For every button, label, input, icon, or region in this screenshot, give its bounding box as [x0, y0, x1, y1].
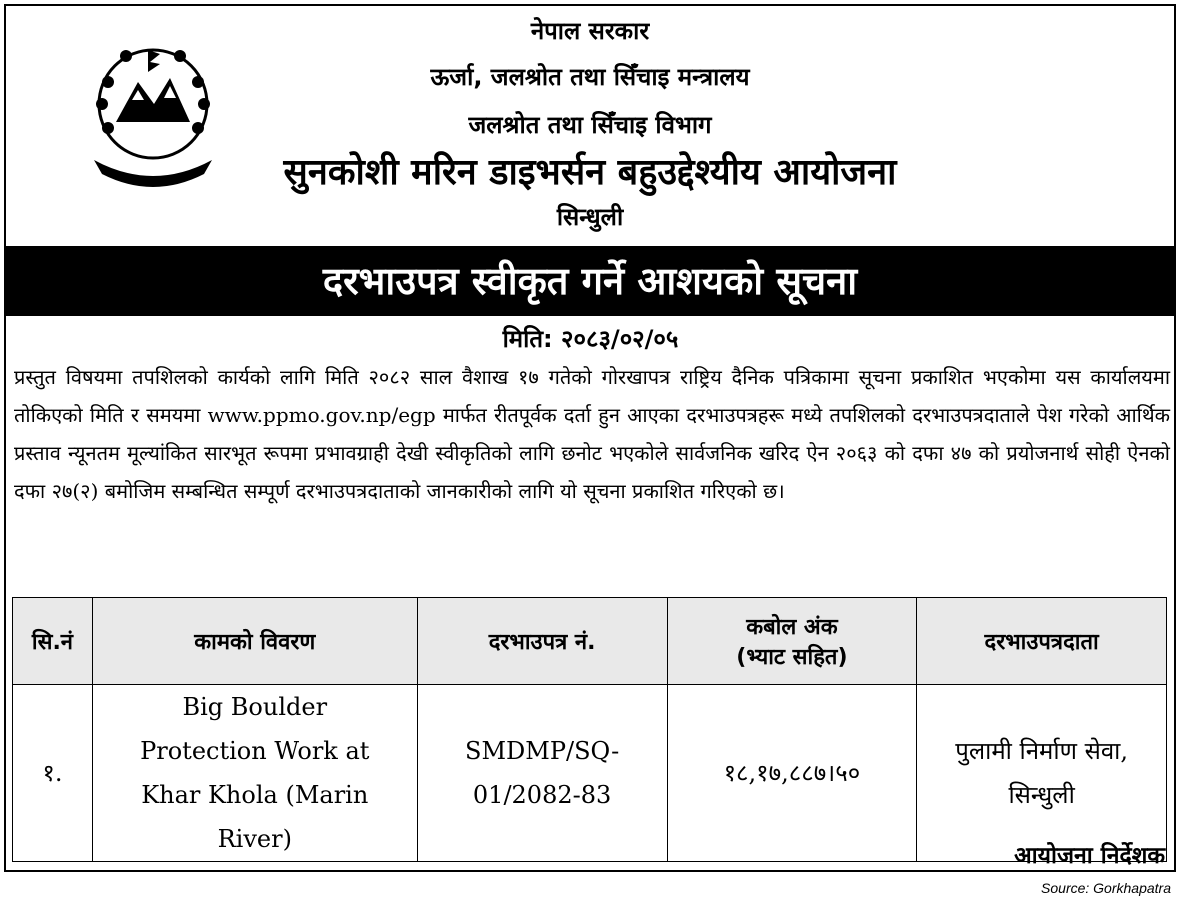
header-bid-amount: कबोल अंक (भ्याट सहित)	[667, 598, 917, 685]
cell-bid-amount: १८,१७,८८७।५०	[667, 685, 917, 862]
table-header-row	[13, 598, 1167, 685]
signature-project-director: आयोजना निर्देशक	[1014, 843, 1165, 869]
header-bid-number: दरभाउपत्र नं.	[417, 598, 667, 685]
bid-table	[12, 597, 1167, 862]
header-ministry: ऊर्जा, जलश्रोत तथा सिँचाइ मन्त्रालय	[430, 63, 750, 91]
header-location: सिन्धुली	[556, 203, 624, 231]
source-credit: Source: Gorkhapatra	[1041, 880, 1171, 896]
table-row	[13, 685, 1167, 862]
header-department: जलश्रोत तथा सिँचाइ विभाग	[468, 111, 712, 139]
cell-bid-number: SMDMP/SQ-01/2082-83	[417, 685, 667, 862]
header-project: सुनकोशी मरिन डाइभर्सन बहुउद्देश्यीय आयोजना	[283, 152, 897, 193]
notice-title-banner: दरभाउपत्र स्वीकृत गर्ने आशयको सूचना	[4, 246, 1176, 316]
cell-bidder: पुलामी निर्माण सेवा, सिन्धुली	[917, 685, 1167, 862]
notice-body: प्रस्तुत विषयमा तपशिलको कार्यको लागि मिति २०८२ साल वैशाख १७ गतेको गोरखापत्र राष्ट्रिय दैनिक पत्रिकामा सूचना प्रकाशित भएकोमा यस कार्यालयमा तोकिएको मिति र समयमा www.ppmo.gov.np/egp मार्फत रीतपूर्वक दर्ता हुन आएका दरभाउपत्रहरू मध्ये तपशिलको दरभाउपत्रदाताले पेश गरेको आर्थिक प्रस्ताव न्यूनतम मूल्यांकित सारभूत रूपमा प्रभावग्राही देखी स्वीकृतिको लागि छनोट भएकोले सार्वजनिक खरिद ऐन २०६३ को दफा ४७ को प्रयोजनार्थ सोही ऐनको दफा २७(२) बमोजिम सम्बन्धित सम्पूर्ण दरभाउपत्रदाताको जानकारीको लागि यो सूचना प्रकाशित गरिएको छ।	[14, 365, 1170, 503]
cell-serial: १.	[13, 685, 93, 862]
header-bidder: दरभाउपत्रदाता	[917, 598, 1167, 685]
header-government: नेपाल सरकार	[530, 17, 650, 45]
header-work-description: कामको विवरण	[92, 598, 417, 685]
cell-work-description: Big Boulder Protection Work at Khar Khola (Marin River)	[92, 685, 417, 862]
header-serial: सि.नं	[13, 598, 93, 685]
notice-date: मिति: २०८३/०२/०५	[502, 325, 679, 353]
